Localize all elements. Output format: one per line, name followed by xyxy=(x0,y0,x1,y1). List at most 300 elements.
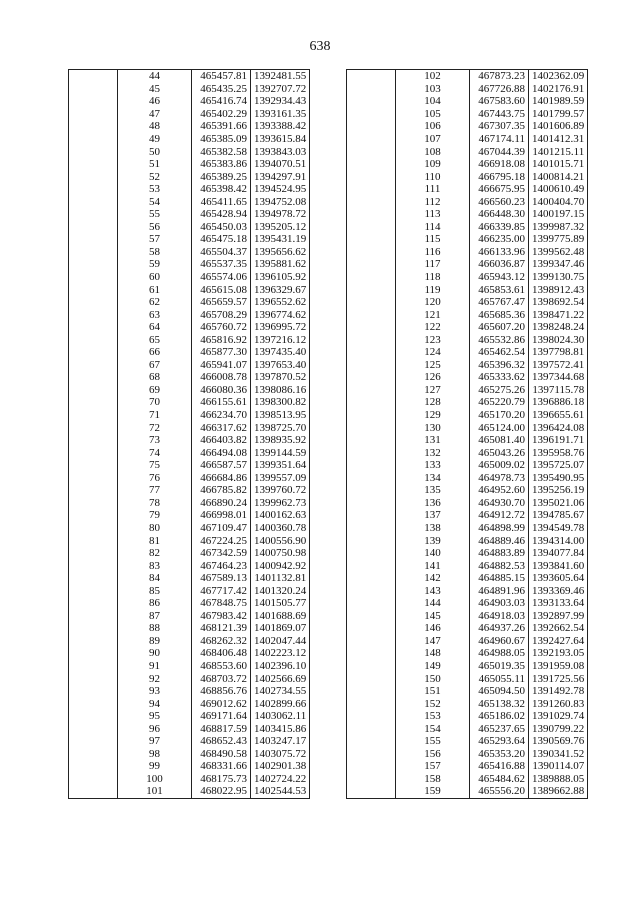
point-number-cell: 129 xyxy=(424,409,441,422)
point-number-cell: 50 xyxy=(149,145,160,158)
blank-cell xyxy=(347,271,396,284)
y-coordinate-cell: 1398692.54 xyxy=(529,296,588,309)
x-coordinate-cell: 465353.20 xyxy=(470,748,529,761)
point-number-cell: 76 xyxy=(149,471,160,484)
blank-cell xyxy=(347,308,396,321)
y-coordinate-cell: 1390341.52 xyxy=(529,748,588,761)
y-coordinate-cell: 1395958.76 xyxy=(529,446,588,459)
x-coordinate-cell: 466684.86 xyxy=(192,472,251,485)
blank-cell xyxy=(69,195,118,208)
blank-cell xyxy=(69,773,118,786)
blank-cell xyxy=(347,95,396,108)
table-row xyxy=(69,158,310,171)
blank-cell xyxy=(347,83,396,96)
x-coordinate-cell: 467848.75 xyxy=(192,597,251,610)
x-coordinate-cell: 465760.72 xyxy=(192,321,251,334)
point-number-cell: 91 xyxy=(149,659,160,672)
point-number-cell: 121 xyxy=(424,308,441,321)
x-coordinate-cell: 468262.32 xyxy=(192,635,251,648)
blank-cell xyxy=(347,622,396,635)
point-number-cell: 67 xyxy=(149,358,160,371)
table-row xyxy=(69,409,310,422)
blank-cell xyxy=(69,70,118,83)
point-number-cell: 153 xyxy=(424,710,441,723)
y-coordinate-cell: 1396424.08 xyxy=(529,421,588,434)
y-coordinate-cell: 1397344.68 xyxy=(529,371,588,384)
blank-cell xyxy=(347,434,396,447)
table-row xyxy=(347,83,588,96)
blank-cell xyxy=(347,635,396,648)
table-row xyxy=(69,233,310,246)
y-coordinate-cell: 1402544.53 xyxy=(251,785,310,798)
table-row xyxy=(347,722,588,735)
point-number-cell: 85 xyxy=(149,584,160,597)
y-coordinate-cell: 1402396.10 xyxy=(251,660,310,673)
point-number-cell: 94 xyxy=(149,697,160,710)
x-coordinate-cell: 464885.15 xyxy=(470,572,529,585)
y-coordinate-cell: 1396191.71 xyxy=(529,434,588,447)
table-row xyxy=(69,635,310,648)
x-coordinate-cell: 465532.86 xyxy=(470,333,529,346)
point-number-cell: 118 xyxy=(424,271,441,284)
y-coordinate-cell: 1395256.19 xyxy=(529,484,588,497)
point-number-cell: 56 xyxy=(149,220,160,233)
table-row xyxy=(69,497,310,510)
point-number-cell: 131 xyxy=(424,434,441,447)
x-coordinate-cell: 468022.95 xyxy=(192,785,251,798)
point-number-cell: 74 xyxy=(149,446,160,459)
table-row xyxy=(69,70,310,83)
x-coordinate-cell: 467717.42 xyxy=(192,584,251,597)
table-row xyxy=(69,120,310,133)
point-number-cell: 136 xyxy=(424,496,441,509)
x-coordinate-cell: 466448.30 xyxy=(470,208,529,221)
blank-cell xyxy=(69,660,118,673)
table-row xyxy=(69,283,310,296)
y-coordinate-cell: 1394297.91 xyxy=(251,170,310,183)
blank-cell xyxy=(347,120,396,133)
y-coordinate-cell: 1397653.40 xyxy=(251,359,310,372)
y-coordinate-cell: 1394785.67 xyxy=(529,509,588,522)
table-row xyxy=(69,748,310,761)
point-number-cell: 151 xyxy=(424,685,441,698)
blank-cell xyxy=(69,622,118,635)
x-coordinate-cell: 468553.60 xyxy=(192,660,251,673)
point-number-cell: 82 xyxy=(149,547,160,560)
point-number-cell: 159 xyxy=(396,785,470,798)
y-coordinate-cell: 1400556.90 xyxy=(251,534,310,547)
blank-cell xyxy=(347,446,396,459)
point-number-cell: 112 xyxy=(424,195,441,208)
blank-cell xyxy=(347,359,396,372)
table-row xyxy=(347,685,588,698)
table-row xyxy=(69,647,310,660)
blank-cell xyxy=(347,296,396,309)
y-coordinate-cell: 1401799.57 xyxy=(529,108,588,121)
y-coordinate-cell: 1393605.64 xyxy=(529,572,588,585)
x-coordinate-cell: 465398.42 xyxy=(192,183,251,196)
x-coordinate-cell: 464903.03 xyxy=(470,597,529,610)
y-coordinate-cell: 1390799.22 xyxy=(529,722,588,735)
x-coordinate-cell: 466235.00 xyxy=(470,233,529,246)
point-number-cell: 115 xyxy=(424,233,441,246)
table-row xyxy=(347,283,588,296)
blank-cell xyxy=(69,158,118,171)
table-row xyxy=(347,572,588,585)
point-number-cell: 108 xyxy=(424,145,441,158)
point-number-cell: 47 xyxy=(149,107,160,120)
blank-cell xyxy=(347,685,396,698)
x-coordinate-cell: 465853.61 xyxy=(470,283,529,296)
blank-cell xyxy=(347,584,396,597)
point-number-cell: 141 xyxy=(424,559,441,572)
y-coordinate-cell: 1400610.49 xyxy=(529,183,588,196)
blank-cell xyxy=(347,710,396,723)
blank-cell xyxy=(69,233,118,246)
point-number-cell: 95 xyxy=(149,710,160,723)
blank-cell xyxy=(347,145,396,158)
x-coordinate-cell: 465389.25 xyxy=(192,170,251,183)
x-coordinate-cell: 467873.23 xyxy=(470,70,529,83)
point-number-cell: 61 xyxy=(149,283,160,296)
point-number-cell: 137 xyxy=(424,509,441,522)
blank-cell xyxy=(69,584,118,597)
point-number-cell: 133 xyxy=(424,459,441,472)
x-coordinate-cell: 466403.82 xyxy=(192,434,251,447)
table-row xyxy=(347,584,588,597)
x-coordinate-cell: 465138.32 xyxy=(470,697,529,710)
point-number-cell: 75 xyxy=(149,459,160,472)
y-coordinate-cell: 1400360.78 xyxy=(251,522,310,535)
y-coordinate-cell: 1401688.69 xyxy=(251,610,310,623)
table-row xyxy=(69,446,310,459)
x-coordinate-cell: 466155.61 xyxy=(192,396,251,409)
table-row xyxy=(347,346,588,359)
table-row xyxy=(69,509,310,522)
y-coordinate-cell: 1398912.43 xyxy=(529,283,588,296)
blank-cell xyxy=(347,459,396,472)
point-number-cell: 134 xyxy=(424,471,441,484)
blank-cell xyxy=(347,208,396,221)
point-number-cell: 120 xyxy=(424,296,441,309)
y-coordinate-cell: 1400197.15 xyxy=(529,208,588,221)
blank-cell xyxy=(69,346,118,359)
page-number: 638 xyxy=(309,39,331,54)
blank-cell xyxy=(347,672,396,685)
x-coordinate-cell: 465385.09 xyxy=(192,133,251,146)
blank-cell xyxy=(69,534,118,547)
table-row xyxy=(69,371,310,384)
table-row xyxy=(347,183,588,196)
y-coordinate-cell: 1396655.61 xyxy=(529,409,588,422)
table-row xyxy=(347,321,588,334)
y-coordinate-cell: 1394978.72 xyxy=(251,208,310,221)
y-coordinate-cell: 1392193.05 xyxy=(529,647,588,660)
x-coordinate-cell: 466918.08 xyxy=(470,158,529,171)
x-coordinate-cell: 464889.46 xyxy=(470,534,529,547)
table-row xyxy=(347,446,588,459)
y-coordinate-cell: 1390114.07 xyxy=(529,760,588,773)
x-coordinate-cell: 464952.60 xyxy=(470,484,529,497)
blank-cell xyxy=(69,421,118,434)
table-row xyxy=(69,359,310,372)
table-row xyxy=(69,346,310,359)
y-coordinate-cell: 1402901.38 xyxy=(251,760,310,773)
x-coordinate-cell: 465009.02 xyxy=(470,459,529,472)
table-row xyxy=(69,83,310,96)
blank-cell xyxy=(69,497,118,510)
table-row xyxy=(69,221,310,234)
point-number-cell: 149 xyxy=(424,659,441,672)
table-row xyxy=(69,760,310,773)
table-row xyxy=(347,597,588,610)
blank-cell xyxy=(347,785,396,798)
x-coordinate-cell: 466795.18 xyxy=(470,170,529,183)
x-coordinate-cell: 467342.59 xyxy=(192,547,251,560)
y-coordinate-cell: 1399775.89 xyxy=(529,233,588,246)
x-coordinate-cell: 467726.88 xyxy=(470,83,529,96)
x-coordinate-cell: 469171.64 xyxy=(192,710,251,723)
x-coordinate-cell: 465094.50 xyxy=(470,685,529,698)
table-row xyxy=(347,522,588,535)
x-coordinate-cell: 465124.00 xyxy=(470,421,529,434)
x-coordinate-cell: 465475.18 xyxy=(192,233,251,246)
y-coordinate-cell: 1391959.08 xyxy=(529,660,588,673)
point-number-cell: 89 xyxy=(149,634,160,647)
x-coordinate-cell: 464898.99 xyxy=(470,522,529,535)
x-coordinate-cell: 467044.39 xyxy=(470,145,529,158)
table-row xyxy=(69,472,310,485)
y-coordinate-cell: 1400942.92 xyxy=(251,559,310,572)
table-row xyxy=(347,710,588,723)
point-number-cell: 59 xyxy=(149,258,160,271)
table-row xyxy=(347,497,588,510)
x-coordinate-cell: 464930.70 xyxy=(470,497,529,510)
blank-cell xyxy=(69,710,118,723)
point-number-cell: 116 xyxy=(424,245,441,258)
point-number-cell: 152 xyxy=(424,697,441,710)
blank-cell xyxy=(347,258,396,271)
x-coordinate-cell: 466008.78 xyxy=(192,371,251,384)
blank-cell xyxy=(347,108,396,121)
table-row xyxy=(347,785,588,798)
y-coordinate-cell: 1391492.78 xyxy=(529,685,588,698)
blank-cell xyxy=(347,559,396,572)
x-coordinate-cell: 466998.01 xyxy=(192,509,251,522)
point-number-cell: 146 xyxy=(424,622,441,635)
y-coordinate-cell: 1402223.12 xyxy=(251,647,310,660)
point-number-cell: 119 xyxy=(424,283,441,296)
table-row xyxy=(347,434,588,447)
x-coordinate-cell: 465457.81 xyxy=(192,70,251,83)
blank-cell xyxy=(347,321,396,334)
table-row xyxy=(347,70,588,83)
blank-cell xyxy=(69,108,118,121)
y-coordinate-cell: 1397572.41 xyxy=(529,359,588,372)
y-coordinate-cell: 1399347.46 xyxy=(529,258,588,271)
point-number-cell: 105 xyxy=(424,107,441,120)
blank-cell xyxy=(347,484,396,497)
table-row xyxy=(69,685,310,698)
point-number-cell: 127 xyxy=(424,383,441,396)
y-coordinate-cell: 1397435.40 xyxy=(251,346,310,359)
table-row xyxy=(69,95,310,108)
blank-cell xyxy=(69,785,118,798)
blank-cell xyxy=(347,233,396,246)
y-coordinate-cell: 1400814.21 xyxy=(529,170,588,183)
x-coordinate-cell: 465333.62 xyxy=(470,371,529,384)
y-coordinate-cell: 1398935.92 xyxy=(251,434,310,447)
table-row xyxy=(347,547,588,560)
y-coordinate-cell: 1402362.09 xyxy=(529,70,588,83)
table-row xyxy=(69,622,310,635)
point-number-cell: 48 xyxy=(149,120,160,133)
y-coordinate-cell: 1397798.81 xyxy=(529,346,588,359)
y-coordinate-cell: 1395431.19 xyxy=(251,233,310,246)
point-number-cell: 69 xyxy=(149,383,160,396)
table-row xyxy=(69,484,310,497)
point-number-cell: 92 xyxy=(149,672,160,685)
blank-cell xyxy=(69,246,118,259)
table-row xyxy=(347,697,588,710)
point-number-cell: 90 xyxy=(149,647,160,660)
table-row xyxy=(347,195,588,208)
table-row xyxy=(69,421,310,434)
point-number-cell: 63 xyxy=(149,308,160,321)
x-coordinate-cell: 465877.30 xyxy=(192,346,251,359)
point-number-cell: 99 xyxy=(149,760,160,773)
x-coordinate-cell: 466234.70 xyxy=(192,409,251,422)
y-coordinate-cell: 1399144.59 xyxy=(251,446,310,459)
table-row xyxy=(347,296,588,309)
y-coordinate-cell: 1395205.12 xyxy=(251,221,310,234)
x-coordinate-cell: 464937.26 xyxy=(470,622,529,635)
x-coordinate-cell: 464882.53 xyxy=(470,559,529,572)
table-row xyxy=(347,622,588,635)
x-coordinate-cell: 467174.11 xyxy=(470,133,529,146)
blank-cell xyxy=(347,534,396,547)
table-row xyxy=(347,735,588,748)
table-row xyxy=(69,572,310,585)
x-coordinate-cell: 465186.02 xyxy=(470,710,529,723)
point-number-cell: 87 xyxy=(149,609,160,622)
x-coordinate-cell: 465402.29 xyxy=(192,108,251,121)
blank-cell xyxy=(69,95,118,108)
point-number-cell: 54 xyxy=(149,195,160,208)
blank-cell xyxy=(347,409,396,422)
x-coordinate-cell: 464883.89 xyxy=(470,547,529,560)
point-number-cell: 114 xyxy=(424,220,441,233)
table-row xyxy=(347,610,588,623)
blank-cell xyxy=(347,421,396,434)
x-coordinate-cell: 465685.36 xyxy=(470,308,529,321)
blank-cell xyxy=(347,396,396,409)
y-coordinate-cell: 1399351.64 xyxy=(251,459,310,472)
blank-cell xyxy=(347,572,396,585)
x-coordinate-cell: 466339.85 xyxy=(470,221,529,234)
point-number-cell: 70 xyxy=(149,396,160,409)
y-coordinate-cell: 1389662.88 xyxy=(529,785,588,798)
x-coordinate-cell: 466080.36 xyxy=(192,384,251,397)
x-coordinate-cell: 465411.65 xyxy=(192,195,251,208)
blank-cell xyxy=(69,221,118,234)
x-coordinate-cell: 465019.35 xyxy=(470,660,529,673)
x-coordinate-cell: 465450.03 xyxy=(192,221,251,234)
blank-cell xyxy=(69,748,118,761)
x-coordinate-cell: 465767.47 xyxy=(470,296,529,309)
x-coordinate-cell: 465816.92 xyxy=(192,333,251,346)
x-coordinate-cell: 465943.12 xyxy=(470,271,529,284)
x-coordinate-cell: 467583.60 xyxy=(470,95,529,108)
x-coordinate-cell: 464918.03 xyxy=(470,610,529,623)
y-coordinate-cell: 1399987.32 xyxy=(529,221,588,234)
point-number-cell: 148 xyxy=(424,647,441,660)
table-row xyxy=(347,396,588,409)
blank-cell xyxy=(347,660,396,673)
point-number-cell: 130 xyxy=(424,421,441,434)
y-coordinate-cell: 1403415.86 xyxy=(251,722,310,735)
table-row xyxy=(69,183,310,196)
y-coordinate-cell: 1395490.95 xyxy=(529,472,588,485)
table-row xyxy=(69,697,310,710)
blank-cell xyxy=(347,221,396,234)
point-number-cell: 117 xyxy=(424,258,441,271)
point-number-cell: 125 xyxy=(424,358,441,371)
x-coordinate-cell: 465383.86 xyxy=(192,158,251,171)
y-coordinate-cell: 1397216.12 xyxy=(251,333,310,346)
point-number-cell: 124 xyxy=(424,346,441,359)
x-coordinate-cell: 468652.43 xyxy=(192,735,251,748)
y-coordinate-cell: 1403062.11 xyxy=(251,710,310,723)
blank-cell xyxy=(69,685,118,698)
point-number-cell: 93 xyxy=(149,685,160,698)
x-coordinate-cell: 466890.24 xyxy=(192,497,251,510)
blank-cell xyxy=(69,321,118,334)
blank-cell xyxy=(69,722,118,735)
table-row xyxy=(347,660,588,673)
y-coordinate-cell: 1398471.22 xyxy=(529,308,588,321)
table-row xyxy=(347,384,588,397)
blank-cell xyxy=(347,283,396,296)
table-row xyxy=(347,472,588,485)
blank-cell xyxy=(347,597,396,610)
blank-cell xyxy=(69,472,118,485)
x-coordinate-cell: 464912.72 xyxy=(470,509,529,522)
point-number-cell: 71 xyxy=(149,409,160,422)
x-coordinate-cell: 465391.66 xyxy=(192,120,251,133)
y-coordinate-cell: 1401412.31 xyxy=(529,133,588,146)
y-coordinate-cell: 1402176.91 xyxy=(529,83,588,96)
x-coordinate-cell: 466133.96 xyxy=(470,246,529,259)
blank-cell xyxy=(69,371,118,384)
point-number-cell: 97 xyxy=(149,735,160,748)
blank-cell xyxy=(347,610,396,623)
table-row xyxy=(347,95,588,108)
blank-cell xyxy=(69,384,118,397)
table-row xyxy=(347,672,588,685)
point-number-cell: 55 xyxy=(149,208,160,221)
point-number-cell: 110 xyxy=(424,170,441,183)
y-coordinate-cell: 1392707.72 xyxy=(251,83,310,96)
point-number-cell: 86 xyxy=(149,597,160,610)
y-coordinate-cell: 1393388.42 xyxy=(251,120,310,133)
point-number-cell: 45 xyxy=(149,82,160,95)
table-row xyxy=(347,246,588,259)
y-coordinate-cell: 1395021.06 xyxy=(529,497,588,510)
y-coordinate-cell: 1392662.54 xyxy=(529,622,588,635)
x-coordinate-cell: 465081.40 xyxy=(470,434,529,447)
table-row xyxy=(69,384,310,397)
